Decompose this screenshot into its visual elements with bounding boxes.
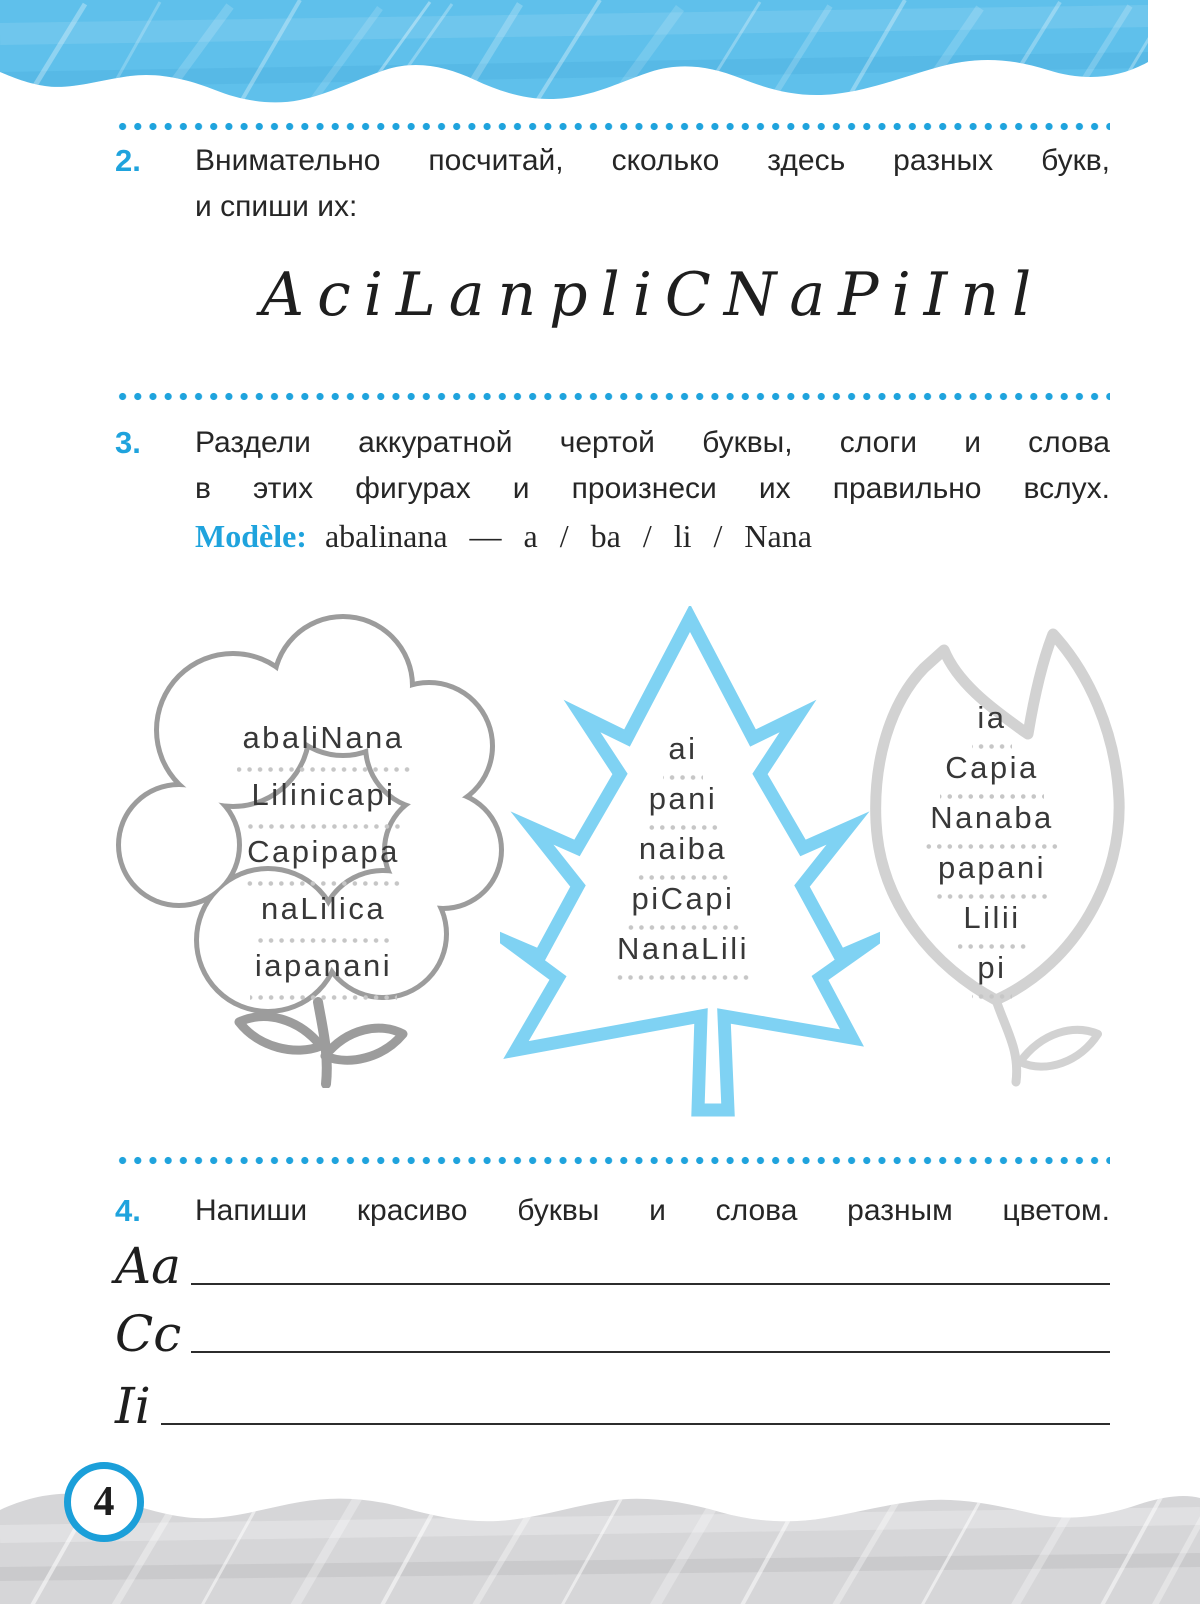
task-4-text <box>195 1188 1110 1234</box>
writing-label-ii: Ii <box>115 1377 151 1435</box>
writing-rule-aa <box>191 1283 1110 1285</box>
dotted-separator-1 <box>115 122 1110 131</box>
flower-words <box>126 713 521 998</box>
writing-rule-cc <box>191 1351 1110 1353</box>
task-2-line1: Внимательно посчитай, сколько здесь разных букв, <box>195 144 1110 177</box>
footer-paint-band <box>0 1464 1200 1604</box>
task-2-number: 2. <box>115 143 141 178</box>
tulip-word-3: Nanaba <box>925 796 1059 849</box>
tulip-shape <box>846 610 1146 1090</box>
dotted-separator-2 <box>115 392 1110 401</box>
page-number-badge <box>64 1462 144 1542</box>
task-4-number: 4. <box>115 1193 141 1228</box>
writing-row-aa <box>115 1232 1110 1296</box>
model-label: Modèle: <box>195 518 307 554</box>
page-number: 4 <box>93 1479 115 1525</box>
writing-rule-ii <box>161 1423 1110 1425</box>
dotted-separator-3 <box>115 1156 1110 1165</box>
tulip-word-6: pi <box>972 946 1011 999</box>
task-3 <box>115 420 1110 512</box>
writing-label-aa: Aa <box>115 1237 181 1295</box>
task-3-text <box>195 420 1110 512</box>
tulip-word-1: ia <box>972 696 1011 749</box>
task-3-line1: Раздели аккуратной чертой буквы, слоги и слова <box>195 426 1110 459</box>
tree-word-2: pani <box>644 777 723 830</box>
tree-shape <box>500 606 880 1118</box>
header-paint-band <box>0 0 1148 112</box>
task-3-number: 3. <box>115 425 141 460</box>
tulip-word-5: Lilii <box>958 896 1025 949</box>
flower-shape <box>113 610 508 1088</box>
flower-word-1: abaliNana <box>237 713 409 772</box>
task-4 <box>115 1188 1110 1234</box>
flower-word-2: Lilinicapi <box>247 770 401 829</box>
footer-paint-art <box>0 1464 1200 1604</box>
task-2-line2: и спиши их: <box>195 190 358 223</box>
writing-label-cc: Cc <box>115 1305 182 1363</box>
task-2-text <box>195 138 1110 230</box>
writing-row-cc <box>115 1300 1110 1364</box>
tree-words <box>493 727 873 977</box>
cursive-letters-row: AciLanpliCNaPiInl <box>260 260 1045 330</box>
tulip-words <box>842 696 1142 996</box>
tulip-word-4: papani <box>933 846 1051 899</box>
model-text: abalinana — a / ba / li / Nana <box>324 518 812 554</box>
task-2 <box>115 138 1110 230</box>
task-4-line: Напиши красиво буквы и слова разным цветом. <box>195 1194 1110 1227</box>
tree-word-4: piCapi <box>627 877 740 930</box>
task-3-line2: в этих фигурах и произнеси их правильно вслух. <box>195 472 1110 505</box>
flower-word-3: Capipapa <box>242 827 405 886</box>
tree-word-5: NanaLili <box>612 927 754 980</box>
flower-word-5: iapanani <box>250 941 397 1000</box>
tulip-word-2: Capia <box>940 746 1044 799</box>
flower-word-4: naLilica <box>256 884 391 943</box>
header-paint-art <box>0 0 1148 112</box>
model-example <box>195 518 1110 555</box>
writing-row-ii <box>115 1372 1110 1436</box>
tree-word-3: naiba <box>634 827 732 880</box>
tree-word-1: ai <box>663 727 702 780</box>
